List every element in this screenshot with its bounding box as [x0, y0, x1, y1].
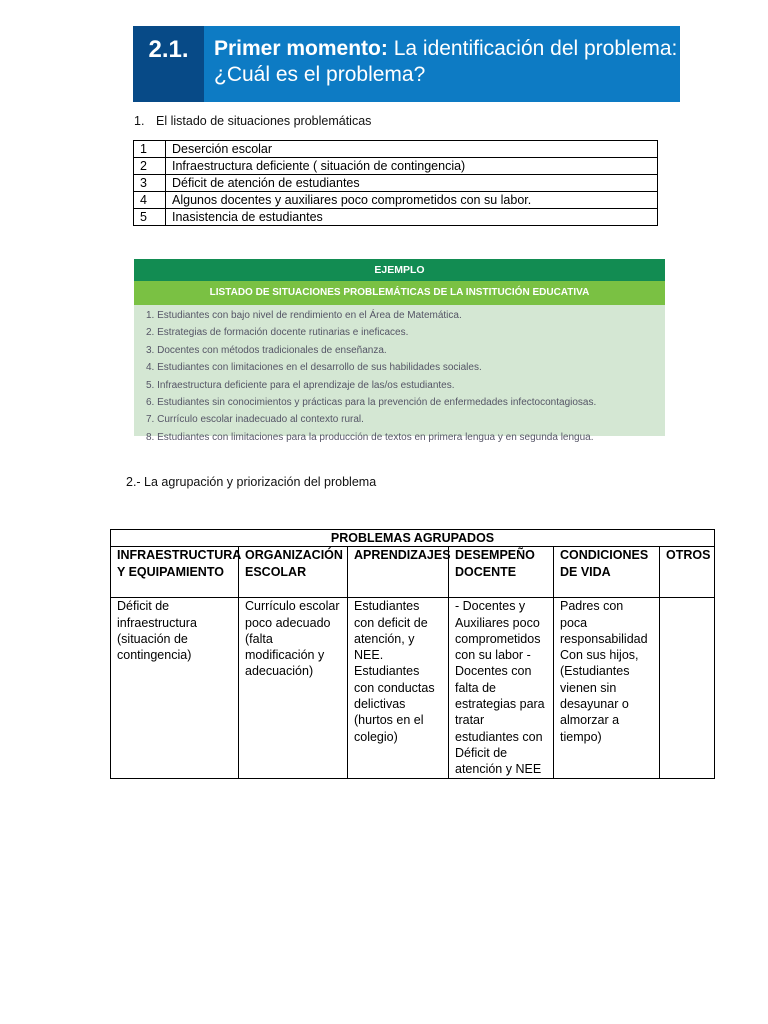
table-row: [134, 192, 658, 209]
list-item: 2. Estrategias de formación docente rutinarias e ineficaces.: [146, 327, 409, 339]
table-cell: Padres con poca responsabilidad Con sus hijos, (Estudiantes vienen sin desayunar o almorzar a tiempo): [554, 598, 660, 778]
row-number: 3: [134, 175, 166, 192]
example-title: EJEMPLO: [134, 259, 665, 281]
list-item: 7. Currículo escolar inadecuado al contexto rural.: [146, 414, 364, 426]
row-text: Inasistencia de estudiantes: [166, 209, 658, 226]
banner-title-line2: ¿Cuál es el problema?: [214, 63, 426, 86]
section-banner: [133, 26, 680, 102]
table-cell: [660, 598, 715, 778]
row-text: Algunos docentes y auxiliares poco comprometidos con su labor.: [166, 192, 658, 209]
column-header: INFRAESTRUCTURA Y EQUIPAMIENTO: [111, 547, 239, 598]
grouped-caption: PROBLEMAS AGRUPADOS: [111, 530, 715, 547]
row-number: 5: [134, 209, 166, 226]
grouped-problems-table: [110, 529, 715, 779]
table-row: [134, 158, 658, 175]
situations-list-table: [133, 140, 658, 226]
row-text: Déficit de atención de estudiantes: [166, 175, 658, 192]
section1-number: 1.: [134, 114, 145, 128]
banner-title-bold: Primer momento:: [214, 37, 388, 60]
list-item: 6. Estudiantes sin conocimientos y prácticas para la prevención de enfermedades infectocontagiosas.: [146, 397, 597, 409]
column-header: APRENDIZAJES: [348, 547, 449, 598]
section1-heading: [134, 114, 371, 128]
table-cell: - Docentes y Auxiliares poco comprometidos con su labor -Docentes con falta de estrategias para tratar estudiantes con Déficit de atención y NEE: [449, 598, 554, 778]
column-header: CONDICIONES DE VIDA: [554, 547, 660, 598]
table-cell: Estudiantes con deficit de atención, y NEE. Estudiantes con conductas delictivas (hurtos en el colegio): [348, 598, 449, 778]
row-number: 4: [134, 192, 166, 209]
column-header: OTROS: [660, 547, 715, 598]
table-cell: Déficit de infraestructura (situación de contingencia): [111, 598, 239, 778]
table-row: [134, 209, 658, 226]
list-item: 4. Estudiantes con limitaciones en el desarrollo de sus habilidades sociales.: [146, 362, 482, 374]
list-item: 8. Estudiantes con limitaciones para la producción de textos en primera lengua y en segunda lengua.: [146, 431, 594, 443]
column-header: ORGANIZACIÓN ESCOLAR: [239, 547, 348, 598]
list-item: 1. Estudiantes con bajo nivel de rendimiento en el Área de Matemática.: [146, 310, 462, 321]
row-number: 1: [134, 141, 166, 158]
banner-title-rest: La identificación del problema:: [387, 37, 678, 60]
example-subtitle: LISTADO DE SITUACIONES PROBLEMÁTICAS DE LA INSTITUCIÓN EDUCATIVA: [134, 281, 665, 305]
row-number: 2: [134, 158, 166, 175]
banner-title: [204, 26, 680, 102]
banner-number: 2.1.: [133, 26, 204, 102]
table-row: [134, 175, 658, 192]
column-header: DESEMPEÑO DOCENTE: [449, 547, 554, 598]
section2-heading: 2.- La agrupación y priorización del problema: [126, 475, 377, 489]
example-list: [134, 305, 665, 446]
table-row: [134, 141, 658, 158]
list-item: 3. Docentes con métodos tradicionales de enseñanza.: [146, 344, 387, 356]
list-item: 5. Infraestructura deficiente para el aprendizaje de las/os estudiantes.: [146, 379, 455, 391]
row-text: Infraestructura deficiente ( situación de contingencia): [166, 158, 658, 175]
example-panel: [134, 259, 665, 443]
row-text: Deserción escolar: [166, 141, 658, 158]
section1-label: El listado de situaciones problemáticas: [156, 114, 372, 128]
table-cell: Currículo escolar poco adecuado (falta modificación y adecuación): [239, 598, 348, 778]
